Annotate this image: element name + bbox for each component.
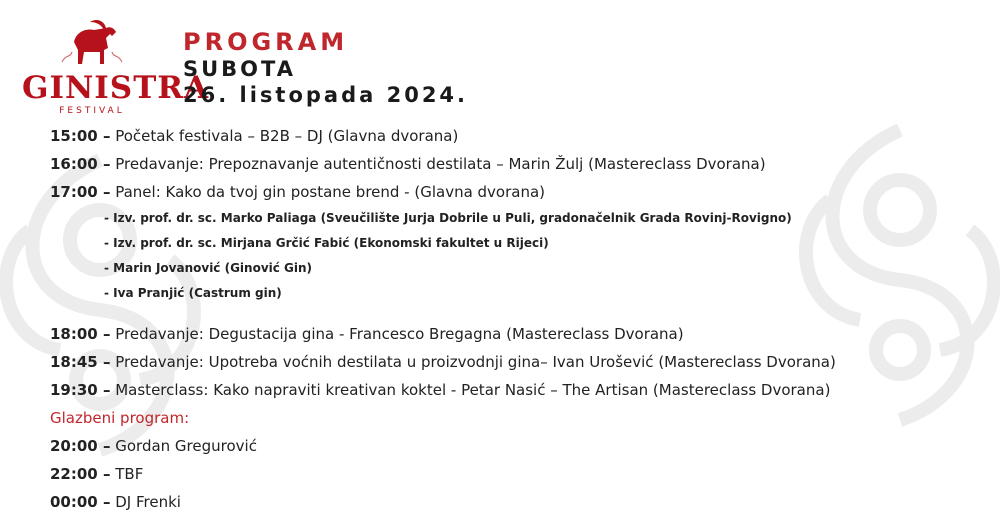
music-time: 22:00 – <box>50 465 111 483</box>
logo-subtitle: FESTIVAL <box>59 106 125 116</box>
schedule-text: Predavanje: Upotreba voćnih destilata u proizvodnji gina– Ivan Urošević (Mastereclass Dvorana) <box>110 353 836 371</box>
schedule-text: Početak festivala – B2B – DJ (Glavna dvorana) <box>110 127 459 145</box>
music-text: TBF <box>110 465 144 483</box>
schedule-time: 16:00 – <box>50 155 111 173</box>
panelist-item: - Marin Jovanović (Ginović Gin) <box>104 261 313 275</box>
program-date: 26. listopada 2024. <box>183 83 469 107</box>
schedule-row <box>50 150 980 178</box>
music-text: Gordan Gregurović <box>110 437 257 455</box>
schedule-text: Masterclass: Kako napraviti kreativan koktel - Petar Nasić – The Artisan (Mastereclass Dvorana) <box>110 381 831 399</box>
music-row <box>50 460 980 488</box>
program-title: PROGRAM <box>183 28 349 56</box>
goat-icon <box>60 18 124 74</box>
schedule <box>50 122 980 516</box>
program-header <box>183 28 468 108</box>
schedule-row <box>50 178 980 206</box>
schedule-time: 19:30 – <box>50 381 111 399</box>
music-text: DJ Frenki <box>110 493 181 511</box>
music-heading: Glazbeni program: <box>50 409 190 427</box>
music-time: 20:00 – <box>50 437 111 455</box>
schedule-time: 18:00 – <box>50 325 111 343</box>
schedule-time: 17:00 – <box>50 183 111 201</box>
schedule-text: Predavanje: Degustacija gina - Francesco Bregagna (Mastereclass Dvorana) <box>110 325 684 343</box>
schedule-row <box>50 348 980 376</box>
program-day: SUBOTA <box>183 57 296 81</box>
schedule-text: Panel: Kako da tvoj gin postane brend - (Glavna dvorana) <box>110 183 546 201</box>
panelist-item: - Izv. prof. dr. sc. Marko Paliaga (Sveučilište Jurja Dobrile u Puli, gradonačelnik Grada Rovinj-Rovigno) <box>104 211 792 225</box>
music-row <box>50 432 980 460</box>
schedule-time: 15:00 – <box>50 127 111 145</box>
music-row <box>50 488 980 516</box>
spacer <box>50 306 980 320</box>
schedule-text: Predavanje: Prepoznavanje autentičnosti destilata – Marin Žulj (Mastereclass Dvorana) <box>110 155 766 173</box>
schedule-row <box>50 122 980 150</box>
panelist-item: - Iva Pranjić (Castrum gin) <box>104 286 282 300</box>
schedule-row <box>50 376 980 404</box>
logo-wordmark: GINISTRA <box>22 70 210 106</box>
schedule-time: 18:45 – <box>50 353 111 371</box>
festival-logo <box>22 18 210 116</box>
music-time: 00:00 – <box>50 493 111 511</box>
panelist-item: - Izv. prof. dr. sc. Mirjana Grčić Fabić (Ekonomski fakultet u Rijeci) <box>104 236 549 250</box>
schedule-row <box>50 320 980 348</box>
